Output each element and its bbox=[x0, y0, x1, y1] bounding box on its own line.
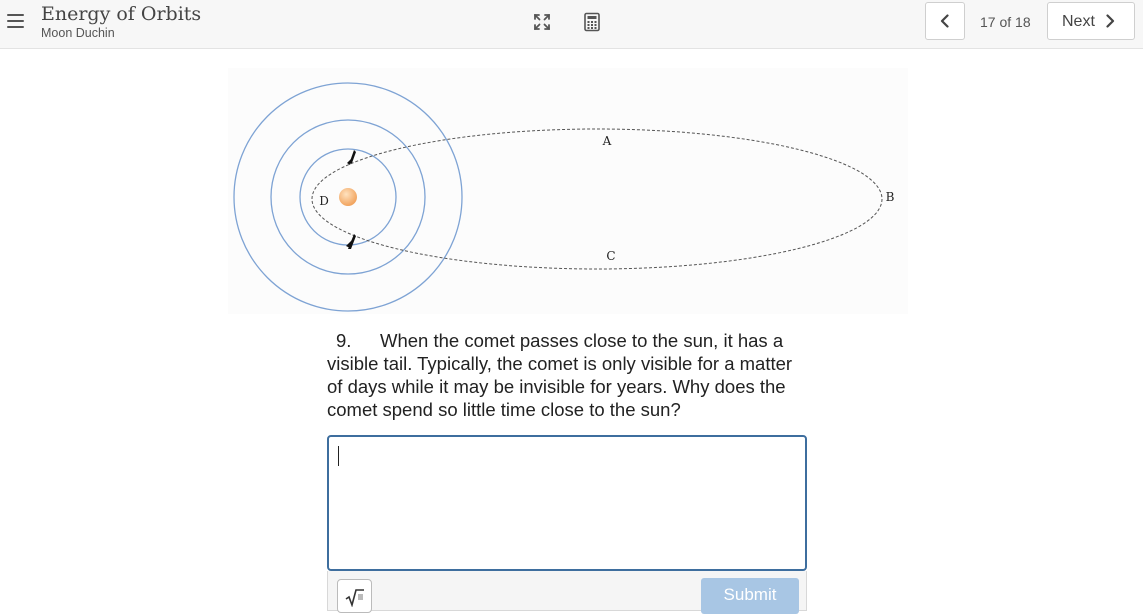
square-root-icon bbox=[344, 587, 366, 607]
math-input-button[interactable] bbox=[337, 579, 372, 613]
label-a: A bbox=[602, 134, 612, 148]
next-button-label: Next bbox=[1062, 13, 1095, 30]
lesson-author: Moon Duchin bbox=[41, 26, 115, 40]
hamburger-menu-icon[interactable] bbox=[7, 13, 25, 29]
label-b: B bbox=[885, 190, 895, 204]
calculator-icon[interactable] bbox=[581, 11, 603, 33]
lesson-title: Energy of Orbits bbox=[41, 3, 202, 25]
diagram-background bbox=[228, 68, 908, 314]
question-text-block bbox=[327, 329, 807, 421]
text-caret bbox=[338, 446, 339, 466]
next-page-button[interactable] bbox=[1047, 2, 1135, 40]
chevron-right-icon bbox=[1103, 14, 1117, 28]
expand-icon[interactable] bbox=[531, 11, 553, 33]
chevron-left-icon bbox=[938, 14, 952, 28]
sun bbox=[339, 188, 357, 206]
previous-page-button[interactable] bbox=[925, 2, 965, 40]
question-number: 9. bbox=[336, 330, 352, 351]
comet-orbit-diagram bbox=[228, 68, 908, 314]
label-c: C bbox=[606, 249, 616, 263]
answer-toolbar bbox=[327, 571, 807, 611]
answer-input[interactable] bbox=[327, 435, 807, 571]
question-text: When the comet passes close to the sun, it has a visible tail. Typically, the comet is only visible for a matter of days while it may be invisible for years. Why does the comet spend so little time close to the sun? bbox=[327, 330, 793, 420]
label-d: D bbox=[319, 194, 329, 208]
submit-button[interactable]: Submit bbox=[701, 578, 799, 614]
top-bar bbox=[0, 0, 1143, 49]
page-counter: 17 of 18 bbox=[980, 14, 1031, 30]
